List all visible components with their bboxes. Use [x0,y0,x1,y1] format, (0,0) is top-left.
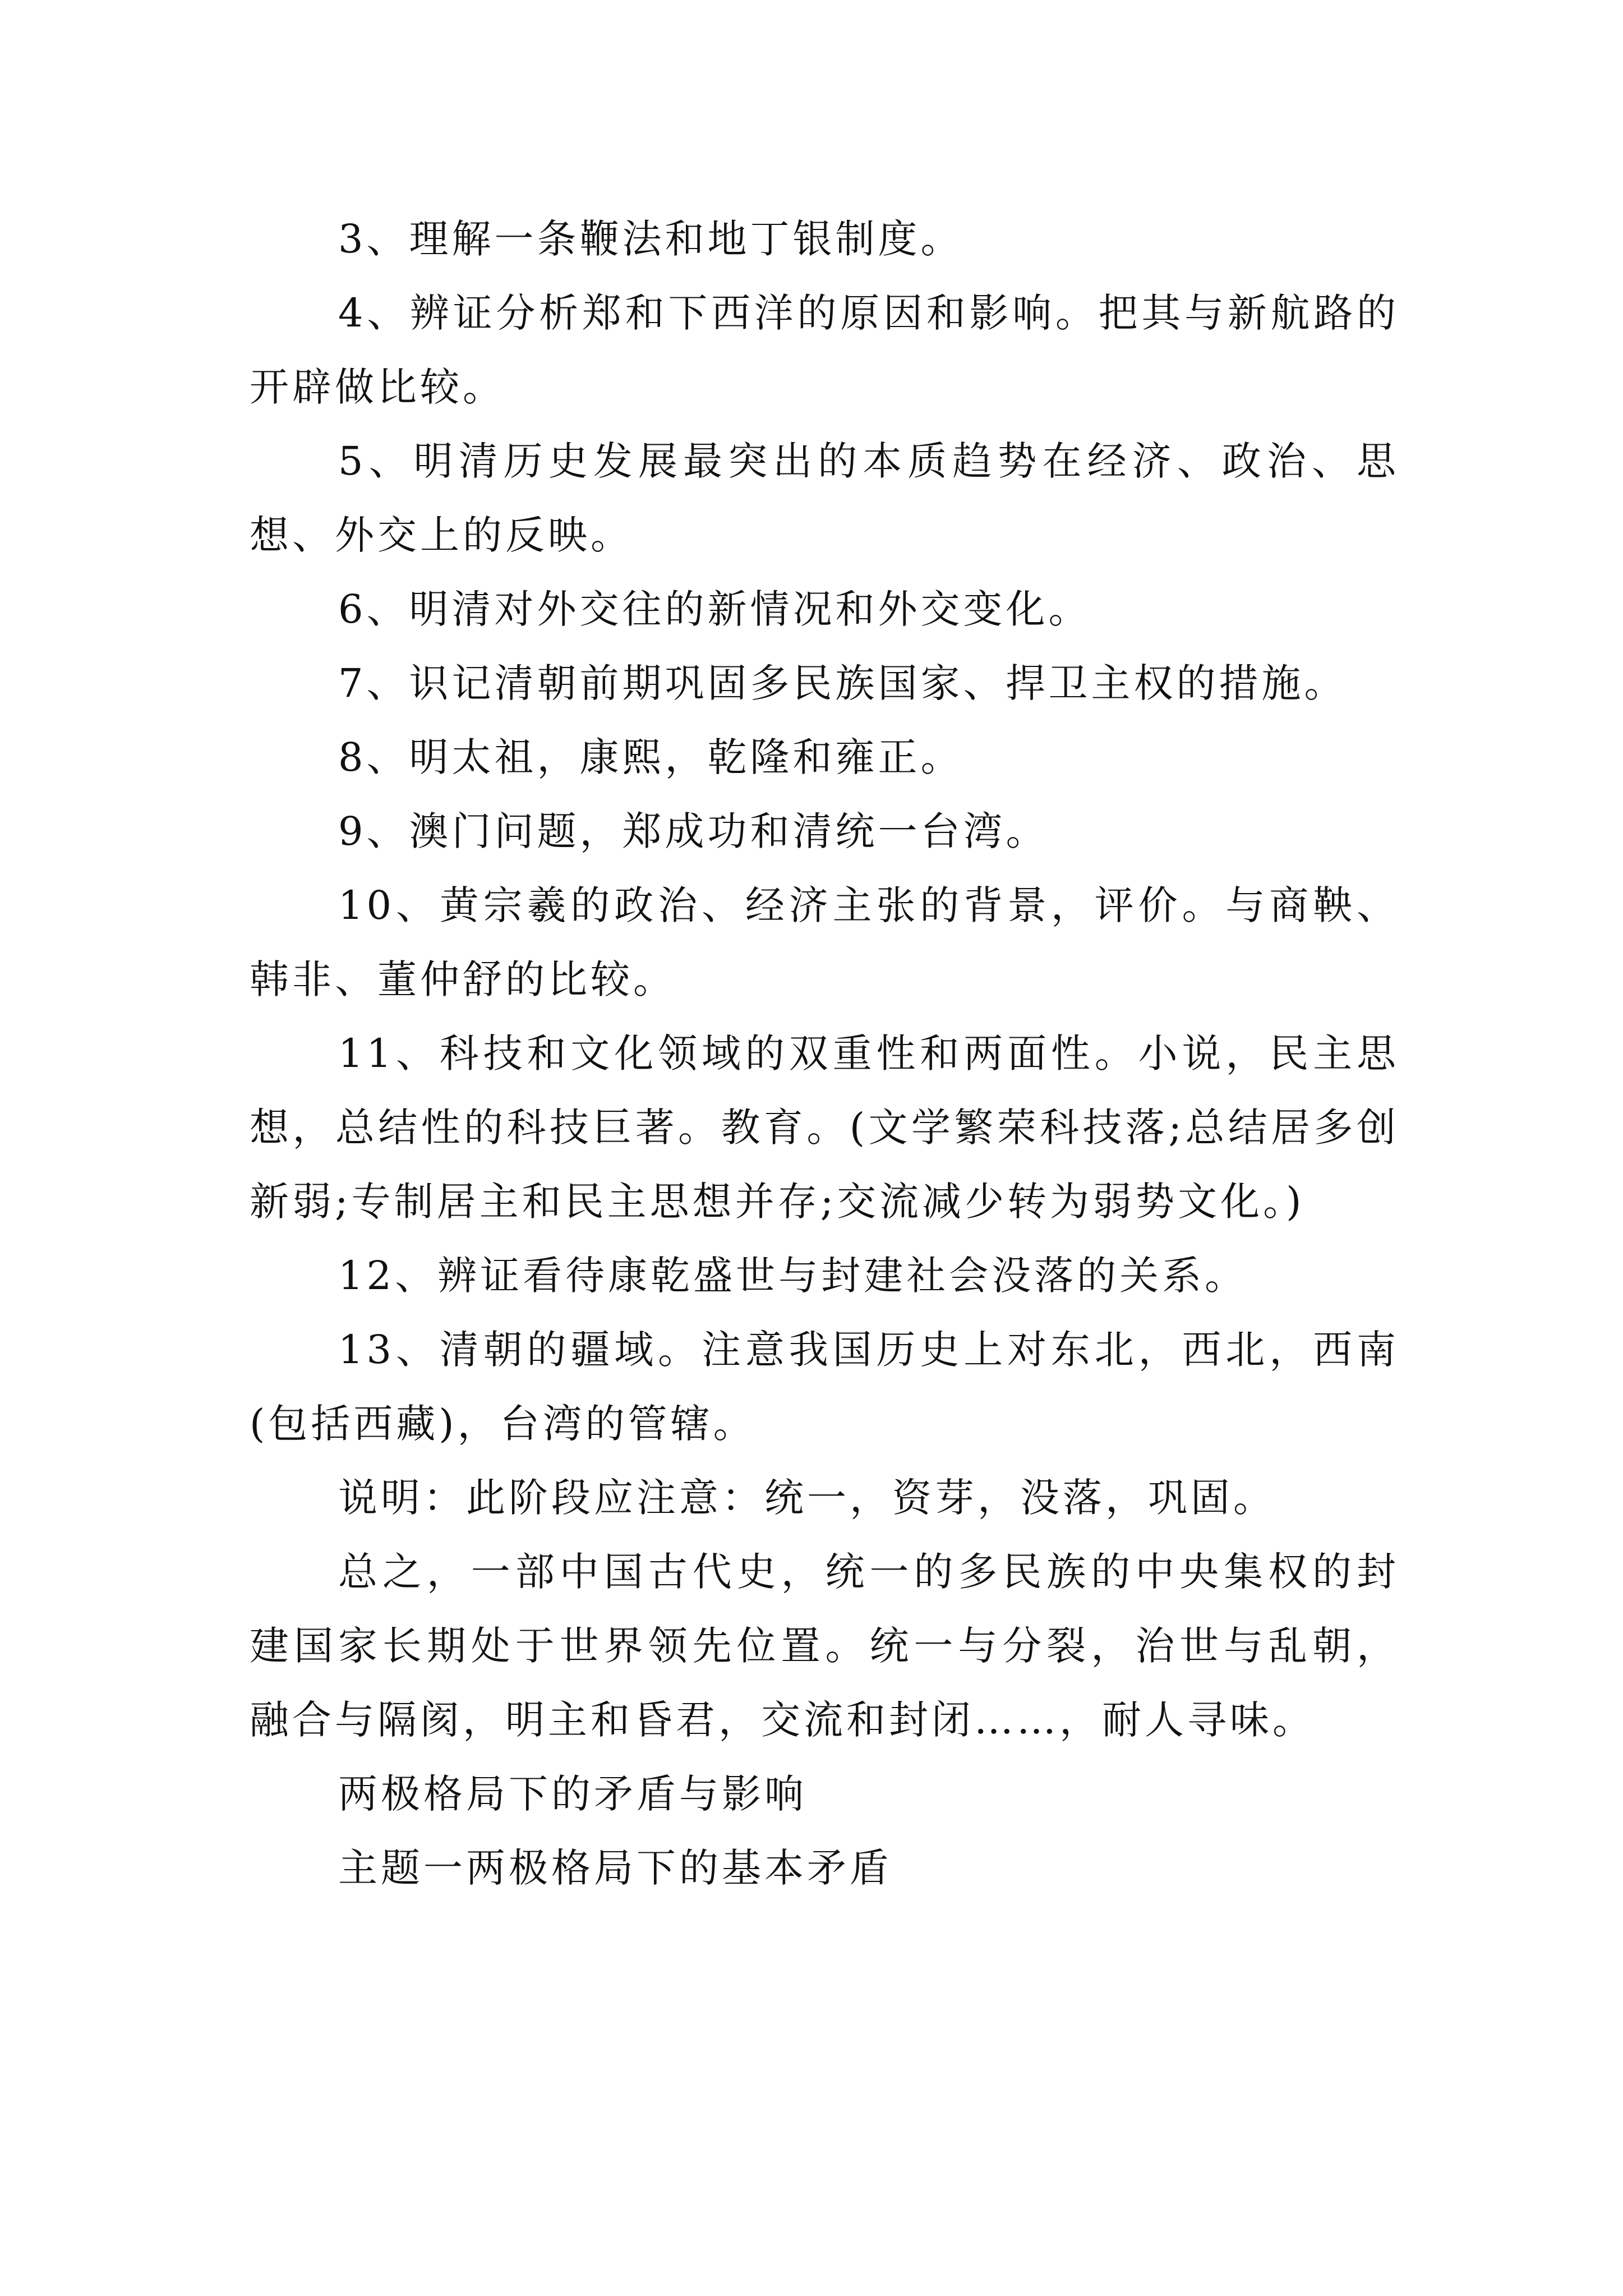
paragraph-item-7: 7、识记清朝前期巩固多民族国家、捍卫主权的措施。 [338,660,1347,706]
paragraph-item-5: 5、明清历史发展最突出的本质趋势在经济、政治、思想、外交上的反映。 [250,438,1399,558]
subsection-heading: 主题一两极格局下的基本矛盾 [338,1845,892,1891]
paragraph-item-4: 4、辨证分析郑和下西洋的原因和影响。把其与新航路的开辟做比较。 [250,290,1399,410]
paragraph-item-9: 9、澳门问题，郑成功和清统一台湾。 [338,808,1049,854]
section-heading: 两极格局下的矛盾与影响 [338,1771,807,1817]
paragraph-item-8: 8、明太祖，康熙，乾隆和雍正。 [338,734,963,780]
document-body [250,202,1399,1905]
paragraph-item-10: 10、黄宗羲的政治、经济主张的背景，评价。与商鞅、韩非、董仲舒的比较。 [250,882,1399,1002]
paragraph-summary: 总之，一部中国古代史，统一的多民族的中央集权的封建国家长期处于世界领先位置。统一与分裂，治世与乱朝，融合与隔阂，明主和昏君，交流和封闭……，耐人寻味。 [250,1549,1399,1743]
paragraph-item-12: 12、辨证看待康乾盛世与封建社会没落的关系。 [338,1253,1248,1299]
paragraph-item-13: 13、清朝的疆域。注意我国历史上对东北，西北，西南(包括西藏)，台湾的管辖。 [250,1327,1399,1447]
paragraph-item-11: 11、科技和文化领域的双重性和两面性。小说，民主思想，总结性的科技巨著。教育。(文学繁荣科技落;总结居多创新弱;专制居主和民主思想并存;交流减少转为弱势文化。) [250,1030,1399,1225]
paragraph-note: 说明：此阶段应注意：统一，资芽，没落，巩固。 [338,1475,1276,1521]
paragraph-item-6: 6、明清对外交往的新情况和外交变化。 [338,586,1091,632]
paragraph-item-3: 3、理解一条鞭法和地丁银制度。 [338,216,963,262]
